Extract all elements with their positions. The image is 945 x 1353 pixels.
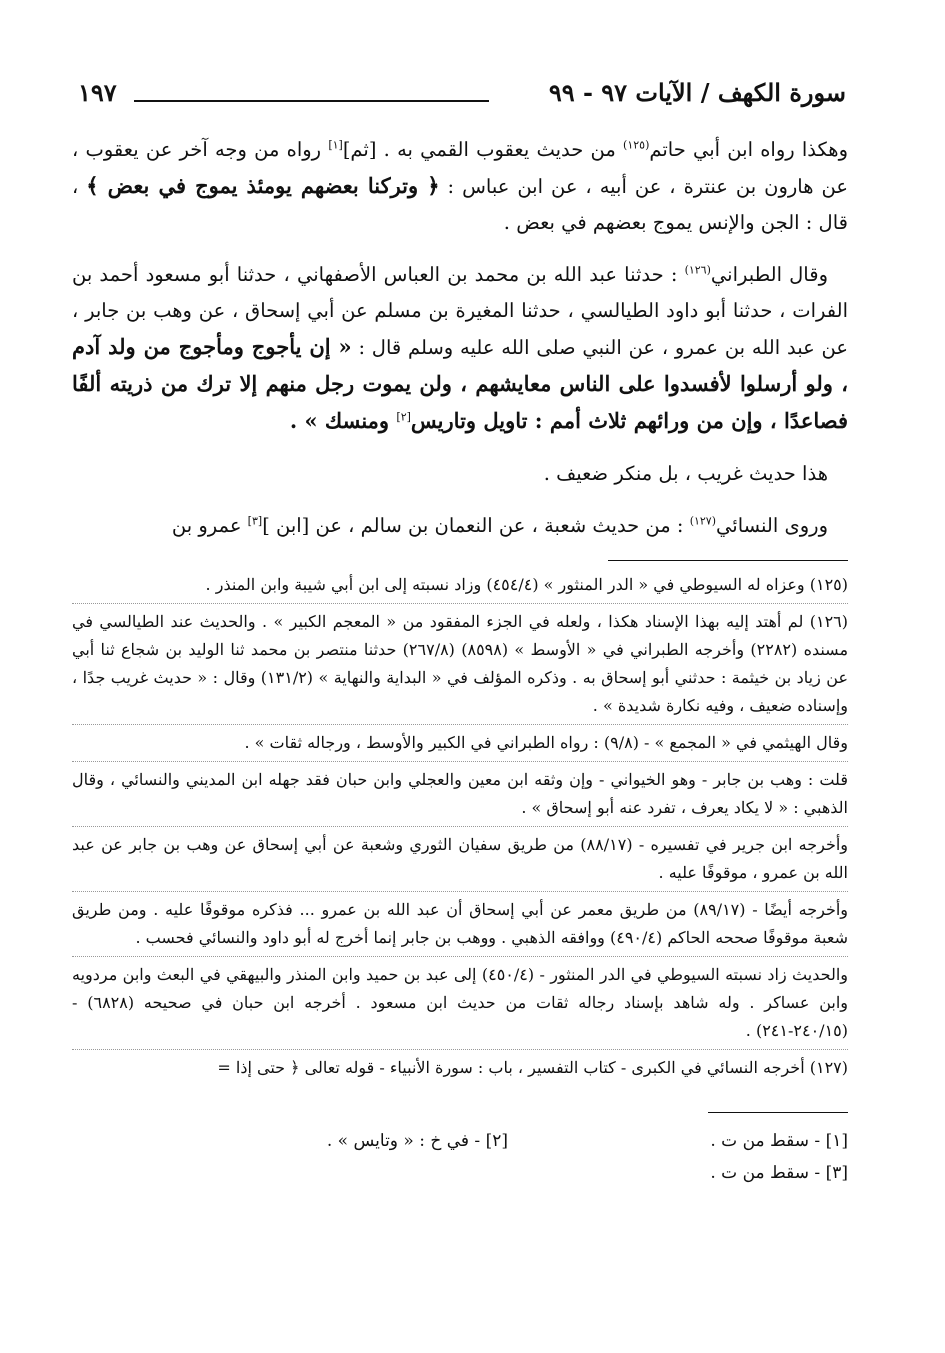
body-text [72, 132, 848, 544]
paragraph-2 [72, 257, 848, 440]
critical-notes-separator [708, 1112, 848, 1113]
note-marker: [٣] [247, 514, 263, 528]
text-run: : حدثنا عبد الله بن محمد بن العباس الأصفهاني ، حدثنا أبو مسعود أحمد بن الفرات ، حدثنا أبو داود الطيالسي ، حدثنا المغيرة بن مسلم عن أبي إسحاق ، عن وهب بن جابر ، عن عبد الله بن عمرو ، عن النبي صلى الله عليه وسلم قال : [72, 263, 848, 359]
critical-note: [١] - سقط من ت . [710, 1131, 848, 1151]
page-number: ١٩٧ [78, 78, 117, 107]
quoted-text: ومنسك » . [289, 408, 397, 433]
text-run: وقال الطبراني [710, 263, 828, 286]
note-marker: [١] [328, 138, 343, 152]
note-marker: [٢] [396, 410, 411, 424]
footnote: (١٢٥) وعزاه له السيوطي في « الدر المنثور » (٤٥٤/٤) وزاد نسبته إلى ابن أبي شيبة وابن المنذر . [72, 571, 848, 604]
note-marker: (١٢٧) [689, 514, 717, 528]
text-run: وهكذا رواه ابن أبي حاتم [649, 138, 848, 161]
footnote: قلت : وهب بن جابر - وهو الخيواني - وإن وثقه ابن معين والعجلي وابن حبان فقد جهله ابن المديني والنسائي ، وقال الذهبي : « لا يكاد يعرف ، تفرد عنه أبو إسحاق » . [72, 766, 848, 827]
note-marker: (١٢٦) [684, 263, 711, 277]
critical-note: [٣] - سقط من ت . [710, 1163, 848, 1183]
footnote: (١٢٧) أخرجه النسائي في الكبرى - كتاب التفسير ، باب : سورة الأنبياء - قوله تعالى ﴿ حتى إذا = [217, 1058, 848, 1077]
page [72, 70, 848, 1189]
footnote: والحديث زاد نسبته السيوطي في الدر المنثور - (٤٥٠/٤) إلى عبد بن حميد وابن المنذر والبيهقي في البعث وابن مردويه وابن عساكر . وله شاهد بإسناد رجاله ثقات من حديث ابن مسعود . أخرجه ابن حبان في صحيحه (٦٨٢٨) - (٢٤٠/١٥-٢٤١) . [72, 961, 848, 1050]
footnote: وأخرجه أيضًا - (٨٩/١٧) من طريق معمر عن أبي إسحاق أن عبد الله بن عمرو ... فذكره موقوفًا عليه . ومن طريق شعبة موقوفًا صححه الحاكم (٤٩٠/٤) ووافقه الذهبي . ووهب بن جابر إنما أخرج له أبو داود والنسائي فحسب . [72, 896, 848, 957]
text-run: هذا حديث غريب ، بل منكر ضعيف . [543, 462, 828, 485]
text-run: عمرو بن [171, 514, 248, 537]
text-run: وروى النسائي [716, 514, 828, 537]
critical-notes [72, 1125, 848, 1189]
footnote: (١٢٦) لم أهتد إليه بهذا الإسناد هكذا ، ولعله في الجزء المفقود من « المعجم الكبير » . والحديث عند الطيالسي في مسنده (٢٢٨٢) وأخرجه الطبراني في « الأوسط » (٨٥٩٨) (٢٦٧/٨) حدثنا منتصر بن محمد ثنا الوليد بن شجاع ثنا أبي عن زياد بن خيثمة : حدثني أبو إسحاق به . وذكره المؤلف في « البداية والنهاية » (١٣١/٢) وقال : « حديث غريب جدًا ، وإسناده ضعيف ، وفيه نكارة شديدة » . [72, 608, 848, 725]
note-marker: (١٢٥) [623, 138, 650, 152]
footnote: وأخرجه ابن جرير في تفسيره - (٨٨/١٧) من طريق سفيان الثوري وشعبة عن أبي إسحاق عن وهب بن جابر عن عبد الله بن عمرو ، موقوفًا عليه . [72, 831, 848, 892]
page-header [72, 70, 848, 110]
quoted-text: « إن يأجوج ومأجوج من ولد آدم ، ولو أرسلوا لأفسدوا على الناس معايشهم ، ولن يموت رجل منهم إلا ترك من ذريته ألفًا فصاعدًا ، وإن من ورائهم ثلاث أمم : تاويل وتاريس [72, 334, 848, 433]
critical-notes-row [72, 1157, 848, 1189]
footnote: وقال الهيثمي في « المجمع » - (٩/٨) : رواه الطبراني في الكبير والأوسط ، ورجاله ثقات » . [72, 729, 848, 762]
critical-note: [٢] - في خ : « وتايس » . [326, 1131, 508, 1151]
text-run: رواه من وجه آخر عن يعقوب ، عن هارون بن عنترة ، عن أبيه ، عن ابن عباس : [72, 138, 848, 198]
running-title: سورة الكهف / الآيات ٩٧ - ٩٩ [548, 78, 846, 107]
critical-notes-row [72, 1125, 848, 1157]
footnotes [72, 571, 848, 1086]
quoted-text: ﴿ وتركنا بعضهم يومئذ يموج في بعض ﴾ [86, 173, 440, 198]
text-run: من حديث يعقوب القمي به . [ثم] [342, 138, 624, 161]
header-rule [134, 100, 489, 102]
text-run: : من حديث شعبة ، عن النعمان بن سالم ، عن [ابن ] [262, 514, 690, 537]
paragraph-1 [72, 132, 848, 241]
paragraph-3 [72, 456, 848, 492]
paragraph-4 [72, 508, 848, 544]
text-run: ، قال : الجن والإنس يموج بعضهم في بعض . [72, 175, 848, 234]
footnote-separator [608, 560, 848, 561]
